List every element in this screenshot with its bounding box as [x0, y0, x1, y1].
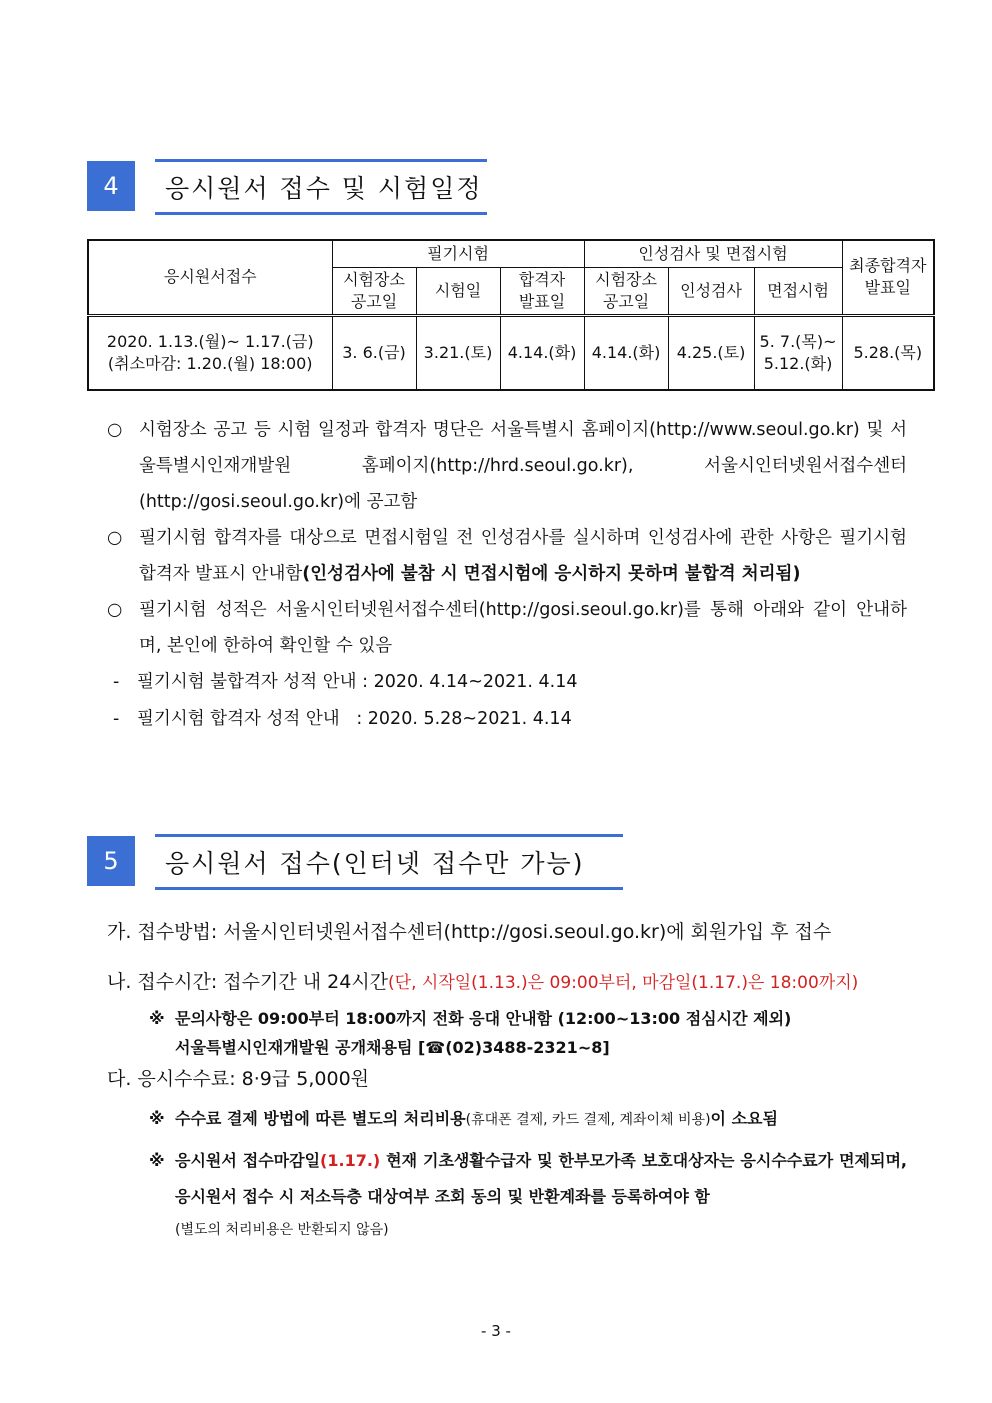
circle-bullet-icon: ○: [107, 528, 123, 548]
item-na-text: 접수기간 내 24시간: [217, 971, 389, 993]
note-fee-cost-b: (휴대폰 결제, 카드 결제, 계좌이체 비용): [465, 1112, 711, 1128]
item-ga-text: 서울시인터넷원서접수센터(http://gosi.seoul.go.kr)에 회원가입 후 접수: [217, 921, 832, 943]
section-5-items: [107, 915, 907, 1245]
note-fee-exemption-date: (1.17.): [320, 1151, 381, 1170]
sub-item-text: 필기시험 합격자 성적 안내 : 2020. 5.28~2021. 4.14: [137, 709, 572, 729]
cell-personality-test: 4.25.(토): [668, 315, 754, 390]
note-fee-exemption-b: 현재 기초생활수급자 및 한부모가족 보호대상자는 응시수수료가 면제되며, 응시원서 접수 시 저소득층 대상여부 조회 동의 및 반환계좌를 등록하여야 함: [175, 1151, 907, 1206]
note-contact: [107, 1004, 907, 1062]
circle-bullet-icon: ○: [107, 420, 123, 440]
note-contact-line2: 서울특별시인재개발원 공개채용팀 [☎(02)3488-2321~8]: [175, 1038, 610, 1057]
section-4-notes: [107, 412, 907, 738]
bullet-item: [107, 412, 907, 520]
cell-final-announce: 5.28.(목): [842, 315, 934, 390]
item-na: [107, 965, 907, 1000]
item-ga: [107, 915, 907, 949]
header-final-announce: 최종합격자 발표일: [842, 240, 934, 315]
header-interview: 면접시험: [754, 267, 842, 315]
section-4-title: 응시원서 접수 및 시험일정: [155, 159, 487, 215]
bullet-item: [107, 520, 907, 592]
sub-item: [107, 701, 907, 738]
reference-mark-icon: ※: [149, 1009, 165, 1028]
dash-bullet-icon: -: [113, 709, 120, 729]
dash-bullet-icon: -: [113, 672, 120, 692]
header-personality-test: 인성검사: [668, 267, 754, 315]
item-ga-label: 가. 접수방법:: [107, 921, 218, 943]
note-fee-exemption-c: (별도의 처리비용은 반환되지 않음): [175, 1222, 389, 1238]
item-na-label: 나. 접수시간:: [107, 971, 218, 993]
item-na-red-text: (단, 시작일(1.13.)은 09:00부터, 마감일(1.17.)은 18:00까지): [388, 973, 859, 993]
note-contact-line1: 문의사항은 09:00부터 18:00까지 전화 응대 안내함 (12:00~13:00 점심시간 제외): [175, 1009, 792, 1028]
header-venue-written: 시험장소 공고일: [332, 267, 416, 315]
cell-application: 2020. 1.13.(월)~ 1.17.(금) (취소마감: 1.20.(월) 18:00): [88, 315, 332, 390]
bullet-text-bold: (인성검사에 불참 시 면접시험에 응시하지 못하며 불합격 처리됨): [302, 564, 801, 584]
cell-pass-announce: 4.14.(화): [500, 315, 584, 390]
section-5-title: 응시원서 접수(인터넷 접수만 가능): [155, 834, 623, 890]
circle-bullet-icon: ○: [107, 600, 123, 620]
bullet-text: 필기시험 성적은 서울시인터넷원서접수센터(http://gosi.seoul.go.kr)를 통해 아래와 같이 안내하며, 본인에 한하여 확인할 수 있음: [139, 600, 907, 656]
header-venue-interview: 시험장소 공고일: [584, 267, 668, 315]
schedule-table: [87, 239, 935, 391]
header-exam-day: 시험일: [416, 267, 500, 315]
note-fee-cost-c: 이 소요됨: [710, 1109, 778, 1128]
item-da-text: 8·9급 5,000원: [235, 1068, 370, 1090]
header-pass-announce: 합격자 발표일: [500, 267, 584, 315]
reference-mark-icon: ※: [149, 1151, 165, 1170]
cell-venue-interview: 4.14.(화): [584, 315, 668, 390]
bullet-item: [107, 592, 907, 664]
sub-item-text: 필기시험 불합격자 성적 안내 : 2020. 4.14~2021. 4.14: [137, 672, 578, 692]
header-interview-group: 인성검사 및 면접시험: [584, 240, 842, 267]
bullet-text: 필기시험 합격자를 대상으로 면접시험일 전 인성검사를 실시하며 인성검사에 관한 사항은 필기시험 합격자 발표시 안내함: [139, 528, 907, 584]
cell-exam-day: 3.21.(토): [416, 315, 500, 390]
reference-mark-icon: ※: [149, 1109, 165, 1128]
note-fee-exemption-a: 응시원서 접수마감일: [175, 1151, 321, 1170]
section-4-number: 4: [87, 161, 135, 211]
item-da-label: 다. 응시수수료:: [107, 1068, 236, 1090]
item-da: [107, 1062, 907, 1096]
sub-item: [107, 664, 907, 701]
note-fee-cost-a: 수수료 결제 방법에 따른 별도의 처리비용: [175, 1109, 466, 1128]
header-application: 응시원서접수: [88, 240, 332, 315]
section-5-number: 5: [87, 836, 135, 886]
page-number: - 3 -: [481, 1322, 511, 1340]
header-written-exam: 필기시험: [332, 240, 584, 267]
note-fee-cost: [107, 1104, 907, 1135]
cell-interview: 5. 7.(목)~ 5.12.(화): [754, 315, 842, 390]
bullet-text: 시험장소 공고 등 시험 일정과 합격자 명단은 서울특별시 홈페이지(http://www.seoul.go.kr) 및 서울특별시인재개발원 홈페이지(http://hrd.seoul.go.kr), 서울시인터넷원서접수센터(http://gosi.seoul.go.kr)에 공고함: [139, 420, 907, 512]
note-fee-exemption: [107, 1143, 907, 1245]
cell-venue-written: 3. 6.(금): [332, 315, 416, 390]
